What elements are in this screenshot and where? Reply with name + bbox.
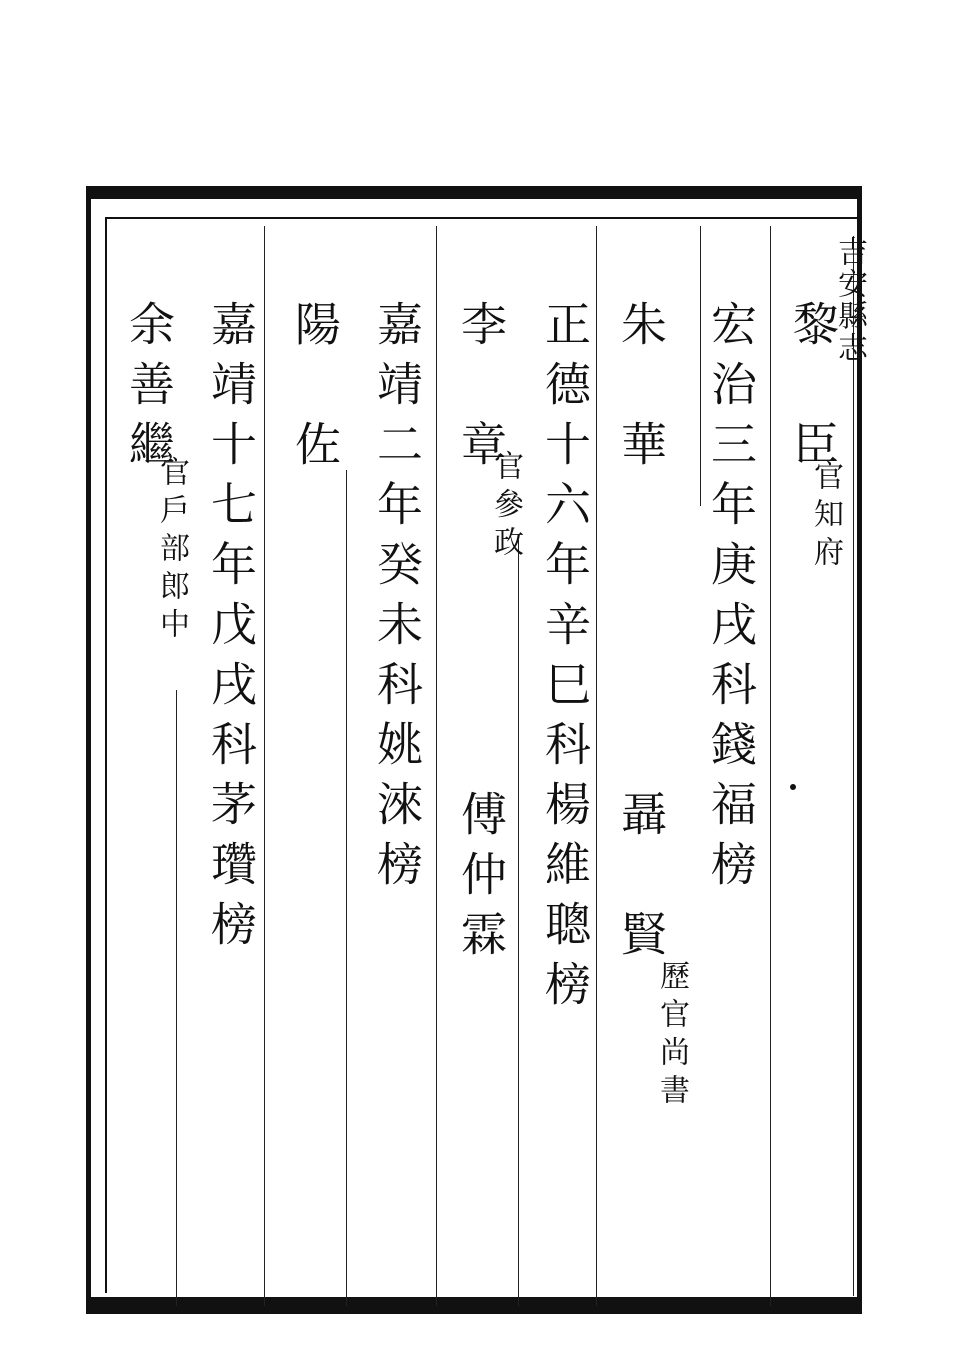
entry-name: 朱 華 bbox=[614, 300, 668, 480]
frame-bottom-rule bbox=[91, 1297, 857, 1309]
exam-year-heading: 嘉靖十七年戊戌科茅瓚榜 bbox=[204, 300, 258, 960]
frame-top-rule bbox=[91, 191, 857, 199]
frame-inner-top-rule bbox=[105, 217, 857, 219]
entry-name: 黎 臣 bbox=[786, 300, 840, 480]
column-rule bbox=[264, 226, 265, 1306]
column-rule bbox=[596, 226, 597, 1306]
entry-note: 官知府 bbox=[808, 460, 843, 574]
entry-name: 聶 賢 bbox=[614, 790, 668, 970]
column-rule bbox=[176, 690, 177, 1306]
column-rule bbox=[346, 470, 347, 1306]
exam-year-heading: 嘉靖二年癸未科姚淶榜 bbox=[370, 300, 424, 900]
column-rule bbox=[853, 236, 854, 1296]
exam-year-heading: 正德十六年辛巳科楊維聰榜 bbox=[538, 300, 592, 1020]
entry-name: 傅仲霖 bbox=[454, 790, 508, 970]
column-rule bbox=[518, 540, 519, 1306]
punctuation-dot bbox=[790, 784, 796, 790]
exam-year-heading: 宏治三年庚戌科錢福榜 bbox=[704, 300, 758, 900]
entry-name: 陽 佐 bbox=[288, 300, 342, 480]
column-rule bbox=[700, 226, 701, 506]
column-rule bbox=[770, 226, 771, 1306]
entry-note: 歷官尚書 bbox=[654, 960, 689, 1112]
entry-name: 余善繼 bbox=[122, 300, 176, 480]
entry-note: 官戶部郎中 bbox=[154, 456, 189, 646]
entry-name: 李 章 bbox=[454, 300, 508, 480]
frame-inner-left-rule bbox=[105, 217, 107, 1293]
entry-note: 官參政 bbox=[488, 450, 523, 564]
column-rule bbox=[436, 226, 437, 1306]
margin-title: 吉安縣志 bbox=[832, 236, 867, 364]
